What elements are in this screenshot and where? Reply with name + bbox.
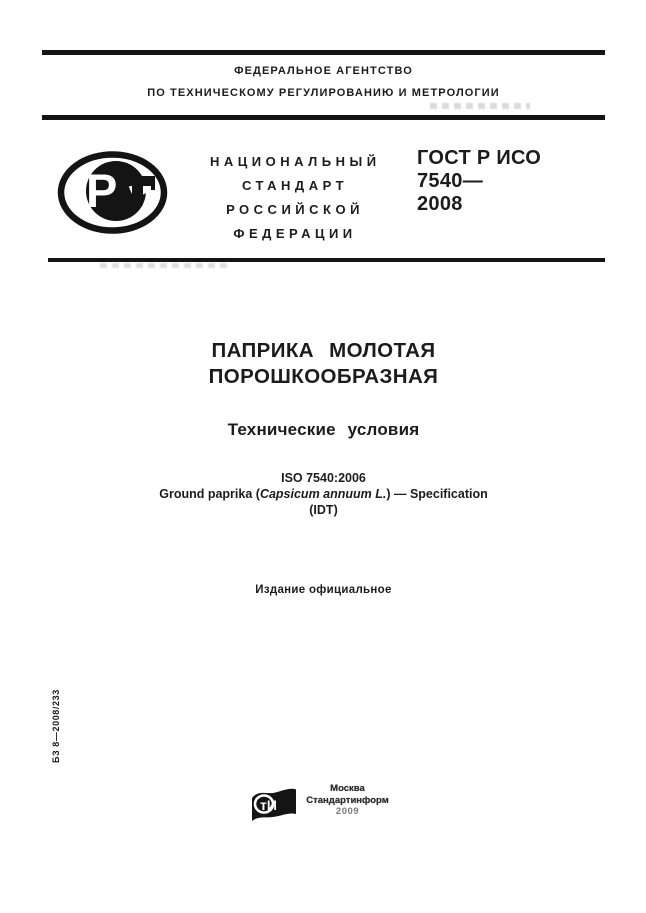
header-rule-bottom [42,115,605,120]
standard-type-block [210,150,380,246]
standartinform-logo [249,785,299,825]
standard-designation [417,147,587,216]
imprint-city: Москва [330,783,365,794]
registry-side-code: БЗ 8—2008/233 [51,689,61,763]
org-line: НАЦИОНАЛЬНЫЙ [210,154,381,169]
masthead-divider-rule [48,258,605,262]
header-rule-top [42,50,605,55]
iso-reference-title [42,486,605,502]
imprint-block [295,783,400,818]
iso-title-latin-name: Capsicum annuum L. [259,487,387,501]
org-line: СТАНДАРТ [241,178,349,193]
imprint-publisher: Стандартинформ [306,794,389,806]
document-subtitle: Технические условия [227,420,420,439]
designation-line: ГОСТ Р ИСО [417,147,542,169]
designation-line: 2008 [417,193,463,215]
rst-certification-mark-icon [56,150,169,235]
iso-title-suffix: ) — Specification [386,487,488,501]
imprint-year: 2009 [335,806,360,817]
org-line: РОССИЙСКОЙ [226,202,364,217]
designation-line: 7540— [417,170,483,192]
iso-title-prefix: Ground paprika ( [159,487,260,501]
document-title [42,338,605,390]
agency-name-line2: ПО ТЕХНИЧЕСКОМУ РЕГУЛИРОВАНИЮ И МЕТРОЛОГИИ [147,87,500,99]
title-line1: ПАПРИКА МОЛОТАЯ [211,339,436,362]
iso-reference-number: ISO 7540:2006 [281,471,366,485]
scan-artifact [430,103,530,109]
agency-name-line1: ФЕДЕРАЛЬНОЕ АГЕНТСТВО [234,65,413,77]
org-line: ФЕДЕРАЦИИ [233,226,357,241]
standartinform-book-icon [249,785,299,825]
iso-identity-degree: (IDT) [309,503,338,517]
edition-note: Издание официальное [255,584,392,596]
svg-text:Р: Р [86,164,118,217]
svg-text:тИ: тИ [260,797,277,813]
scan-artifact [100,263,230,268]
rst-logo [56,150,169,235]
title-line2: ПОРОШКООБРАЗНАЯ [208,365,439,388]
iso-reference-block [42,470,605,518]
